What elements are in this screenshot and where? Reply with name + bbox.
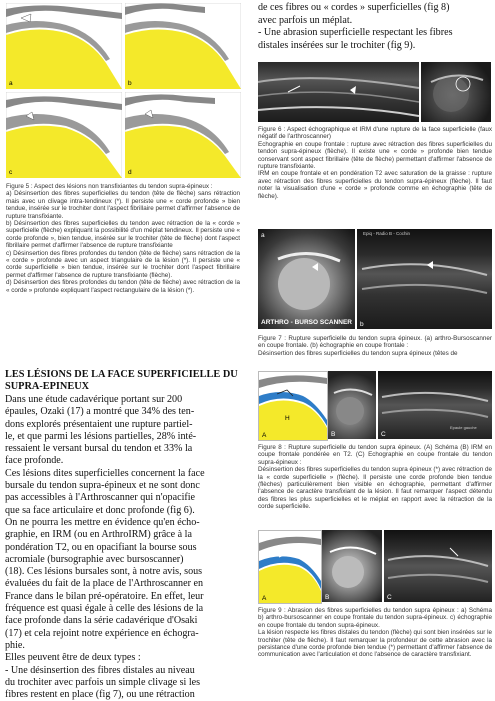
ultrasound-header: Epiq - Radio B - Cochin	[363, 231, 411, 236]
caption-line: Figure 6 : Aspect échographique et IRM d'une rupture de la face superficielle (faux négatif de l'arthroscanner)	[258, 126, 492, 141]
caption-line: Figure 9 : Abrasion des fibres superficielles du tendon supra épineux : a) Schéma b) arthro-bursoscanner en coupe frontale du tendon supra-épineux. c) échographie en coupe frontale du tendon supra-épineux.	[258, 607, 492, 629]
caption-line: Désinsertion des fibres superficielles du tendon supra épineux (têtes de	[258, 349, 458, 357]
body-line: ressaient le versant bursal du tendon et 33% la	[5, 443, 193, 455]
body-line: pondération T2, ou en opacifiant la bourse sous	[5, 541, 197, 553]
caption-line: La lésion respecte les fibres distales du tendon (flèche) qui sont bien insérées sur le trochiter (tête de flèche). Il faut remarquer la profondeur de cette abrasion avec la persistance d'une corde profonde bien tendue (*) permettant d'affirmer l'absence de communication avec l'articulation et donc l'absence de caractère transfixiant.	[258, 629, 492, 659]
body-line: face profonde dans la série cadavérique d'Osaki	[5, 615, 198, 627]
body-line: - Une désinsertion des fibres distales au niveau	[5, 664, 195, 676]
figure5-panels	[6, 3, 241, 178]
ultrasound-text: Epaule gauche	[450, 425, 477, 430]
caption-line: Figure 7 : Rupture superficielle du tendon supra épineux. (a) arthro-Bursoscanner en coupe frontale. (b) échographie en coupe frontale :	[258, 335, 492, 350]
figure9-caption	[258, 607, 492, 659]
figure7-caption	[258, 335, 492, 357]
schema-label-h: H	[285, 415, 290, 422]
figure8-mri-image	[328, 371, 376, 439]
body-line: (17) et cela rejoint notre expérience en échogra-	[5, 627, 199, 639]
caption-item-c: c) Désinsertion des fibres profondes du tendon (tête de flèche) sans rétraction de la « corde » profonde avec un aspect triangulaire de la lésion (*). Il persiste une « corde superficielle » bien tendue, insérée sur le trochiter dont l'aspect fibrillaire permet d'affirmer l'absence de rupture transfixiante (flèche).	[6, 249, 240, 279]
figure5-panel-b	[125, 3, 241, 89]
body-line: évaluées du fait de la place de l'Arthroscanner en	[5, 578, 203, 590]
panel-label: B	[325, 594, 330, 601]
caption-line: Echographie en coupe frontale : rupture avec rétraction des fibres superficielles du tendon supra-épineux (flèche). Il existe une « corde » profonde bien tendue conservant sont aspect fibrillaire (tête de flèche) permettant d'affirmer l'absence de rupture transfixiante.	[258, 140, 492, 171]
body-line: bursale du tendon supra-épineux et ne sont donc	[5, 480, 200, 492]
figure8-ultrasound-image	[378, 371, 492, 439]
caption-line: Désinsertion des fibres superficielles du tendon supra épineux (*) avec rétraction de la « corde superficielle » (flèche). Il persiste une corde profonde bien tendue (flèches) particulièrement bien visible en échographie, permettant d'affirmer l'absence de caractère transfixiant de la lésion. Il faut remarquer l'aspect détendu des fibres les plus superficielles et le méplat en rapport avec la rétraction de la corde superficielle.	[258, 466, 492, 511]
figure9-ultrasound-image	[384, 530, 492, 602]
panel-label: d	[128, 169, 132, 176]
caption-line: IRM en coupe frontale et en pondération T2 avec saturation de la graisse : rupture avec rétraction des fibres superficielles du tendon supra-épineux (flèche). Il faut noter la visualisation d'une « corde » profonde comme en échographie (tête de flèche).	[258, 170, 492, 200]
body-line: France dans le bilan pré-opératoire. En effet, leur	[5, 590, 204, 602]
figure5-panel-d	[125, 92, 241, 178]
caption-item-a: a) Désinsertion des fibres superficielles du tendon (tête de flèche) sans rétraction mais avec un clivage intra-tendineux (*). Il persiste une « corde profonde » bien tendue, insérée sur le trochiter dont l'aspect fibrillaire permet d'affirmer l'absence de rupture transfixiante.	[6, 190, 240, 220]
body-line: On ne pourra les mettre en évidence qu'en écho-	[5, 516, 200, 528]
text-line: distales insérées sur le trochiter (fig 9).	[258, 39, 416, 51]
figure5-caption	[6, 183, 240, 294]
panel-label: c	[9, 169, 13, 176]
text-line: avec parfois un méplat.	[258, 14, 353, 26]
figure7-ultrasound-image	[357, 229, 492, 329]
figure7-arthro-burso-scanner-image	[258, 229, 355, 329]
continued-text-top-right	[258, 2, 492, 52]
body-line: Dans une étude cadavérique portant sur 200	[5, 394, 183, 405]
body-line: que sa face articulaire et donc profonde (fig 6).	[5, 504, 195, 516]
panel-label: A	[262, 595, 267, 602]
figure9-schema	[258, 530, 322, 604]
section-title-line: LES LÉSIONS DE LA FACE SUPERFICIELLE DU	[5, 369, 238, 380]
figure5-panel-c	[6, 92, 122, 178]
figure8-schema	[258, 371, 328, 441]
panel-label: b	[128, 80, 132, 87]
panel-label: A	[262, 432, 267, 439]
body-line: fréquence est quasi égale à celle des lésions de la	[5, 603, 204, 615]
caption-title: Figure 5 : Aspect des lésions non transfixiantes du tendon supra-épineux :	[6, 183, 213, 190]
panel-label: C	[387, 594, 392, 601]
body-line: graphie, en IRM (ou en ArthroIRM) grâce à la	[5, 529, 192, 541]
body-line: dons explorés présentaient une rupture partiel-	[5, 418, 193, 430]
body-line: phie.	[5, 639, 25, 651]
figure5-panel-a	[6, 3, 122, 89]
body-line: pas accessibles à l'Arthroscanner qui n'opacifie	[5, 492, 196, 504]
section-title	[5, 369, 240, 393]
body-text	[5, 394, 238, 701]
figure8-caption	[258, 444, 492, 511]
caption-item-b: b) Désinsertion des fibres superficielles du tendon avec rétraction de la « corde » superficielle (flèche) expliquant la possibilité d'un méplat tendineux. Il persiste une « corde profonde », bien tendue, insérée sur le trochiter (tête de flèche) dont l'aspect fibrillaire permet d'affirmer l'absence de rupture transfixiante	[6, 220, 240, 250]
section-title-line: SUPRA-EPINEUX	[5, 381, 90, 392]
body-line: face profonde.	[5, 455, 64, 467]
panel-label: C	[381, 431, 386, 438]
text-line: de ces fibres ou « cordes » superficielles (fig 8)	[258, 2, 450, 13]
figure6-mri-image	[421, 62, 491, 122]
body-line: épaules, Ozaki (17) a montré que 34% des ten-	[5, 406, 195, 418]
figure9-arthro-burso-scanner-image	[322, 530, 382, 602]
body-line: du trochiter avec parfois un simple clivage si les	[5, 676, 201, 688]
text-line: - Une abrasion superficielle respectant les fibres	[258, 27, 453, 38]
panel-label: B	[331, 431, 336, 438]
panel-label: a	[261, 232, 265, 239]
caption-item-d: d) Désinsertion des fibres profondes du tendon (tête de flèche) avec rétraction de la « corde » profonde expliquant l'aspect rectangulaire de la lésion (*).	[6, 279, 240, 294]
body-line: (18). Ces lésions bursales sont, à notre avis, sous	[5, 566, 203, 578]
panel-label: a	[9, 80, 13, 87]
body-line: acromiale (bursographie avec bursoscanner)	[5, 553, 184, 565]
figure6-ultrasound-image	[258, 62, 419, 122]
figure6-caption	[258, 126, 492, 200]
body-line: Ces lésions dites superficielles concernent la face	[5, 467, 205, 479]
body-line: le, et que parmi les lésions partielles, 28% inté-	[5, 430, 197, 442]
body-line: Elles peuvent être de deux types :	[5, 652, 141, 664]
panel-label: b	[360, 321, 364, 328]
caption-line: Figure 8 : Rupture superficielle du tendon supra épineux. (A) Schéma (B) IRM en coupe frontale pondérée en T2. (C) Echographie en coupe frontale du tendon supra-épineux :	[258, 444, 492, 466]
body-line: fibres restent en place (fig 7), ou une rétraction	[5, 689, 195, 701]
scanner-overlay-label: ARTHRO - BURSO SCANNER	[261, 319, 352, 326]
